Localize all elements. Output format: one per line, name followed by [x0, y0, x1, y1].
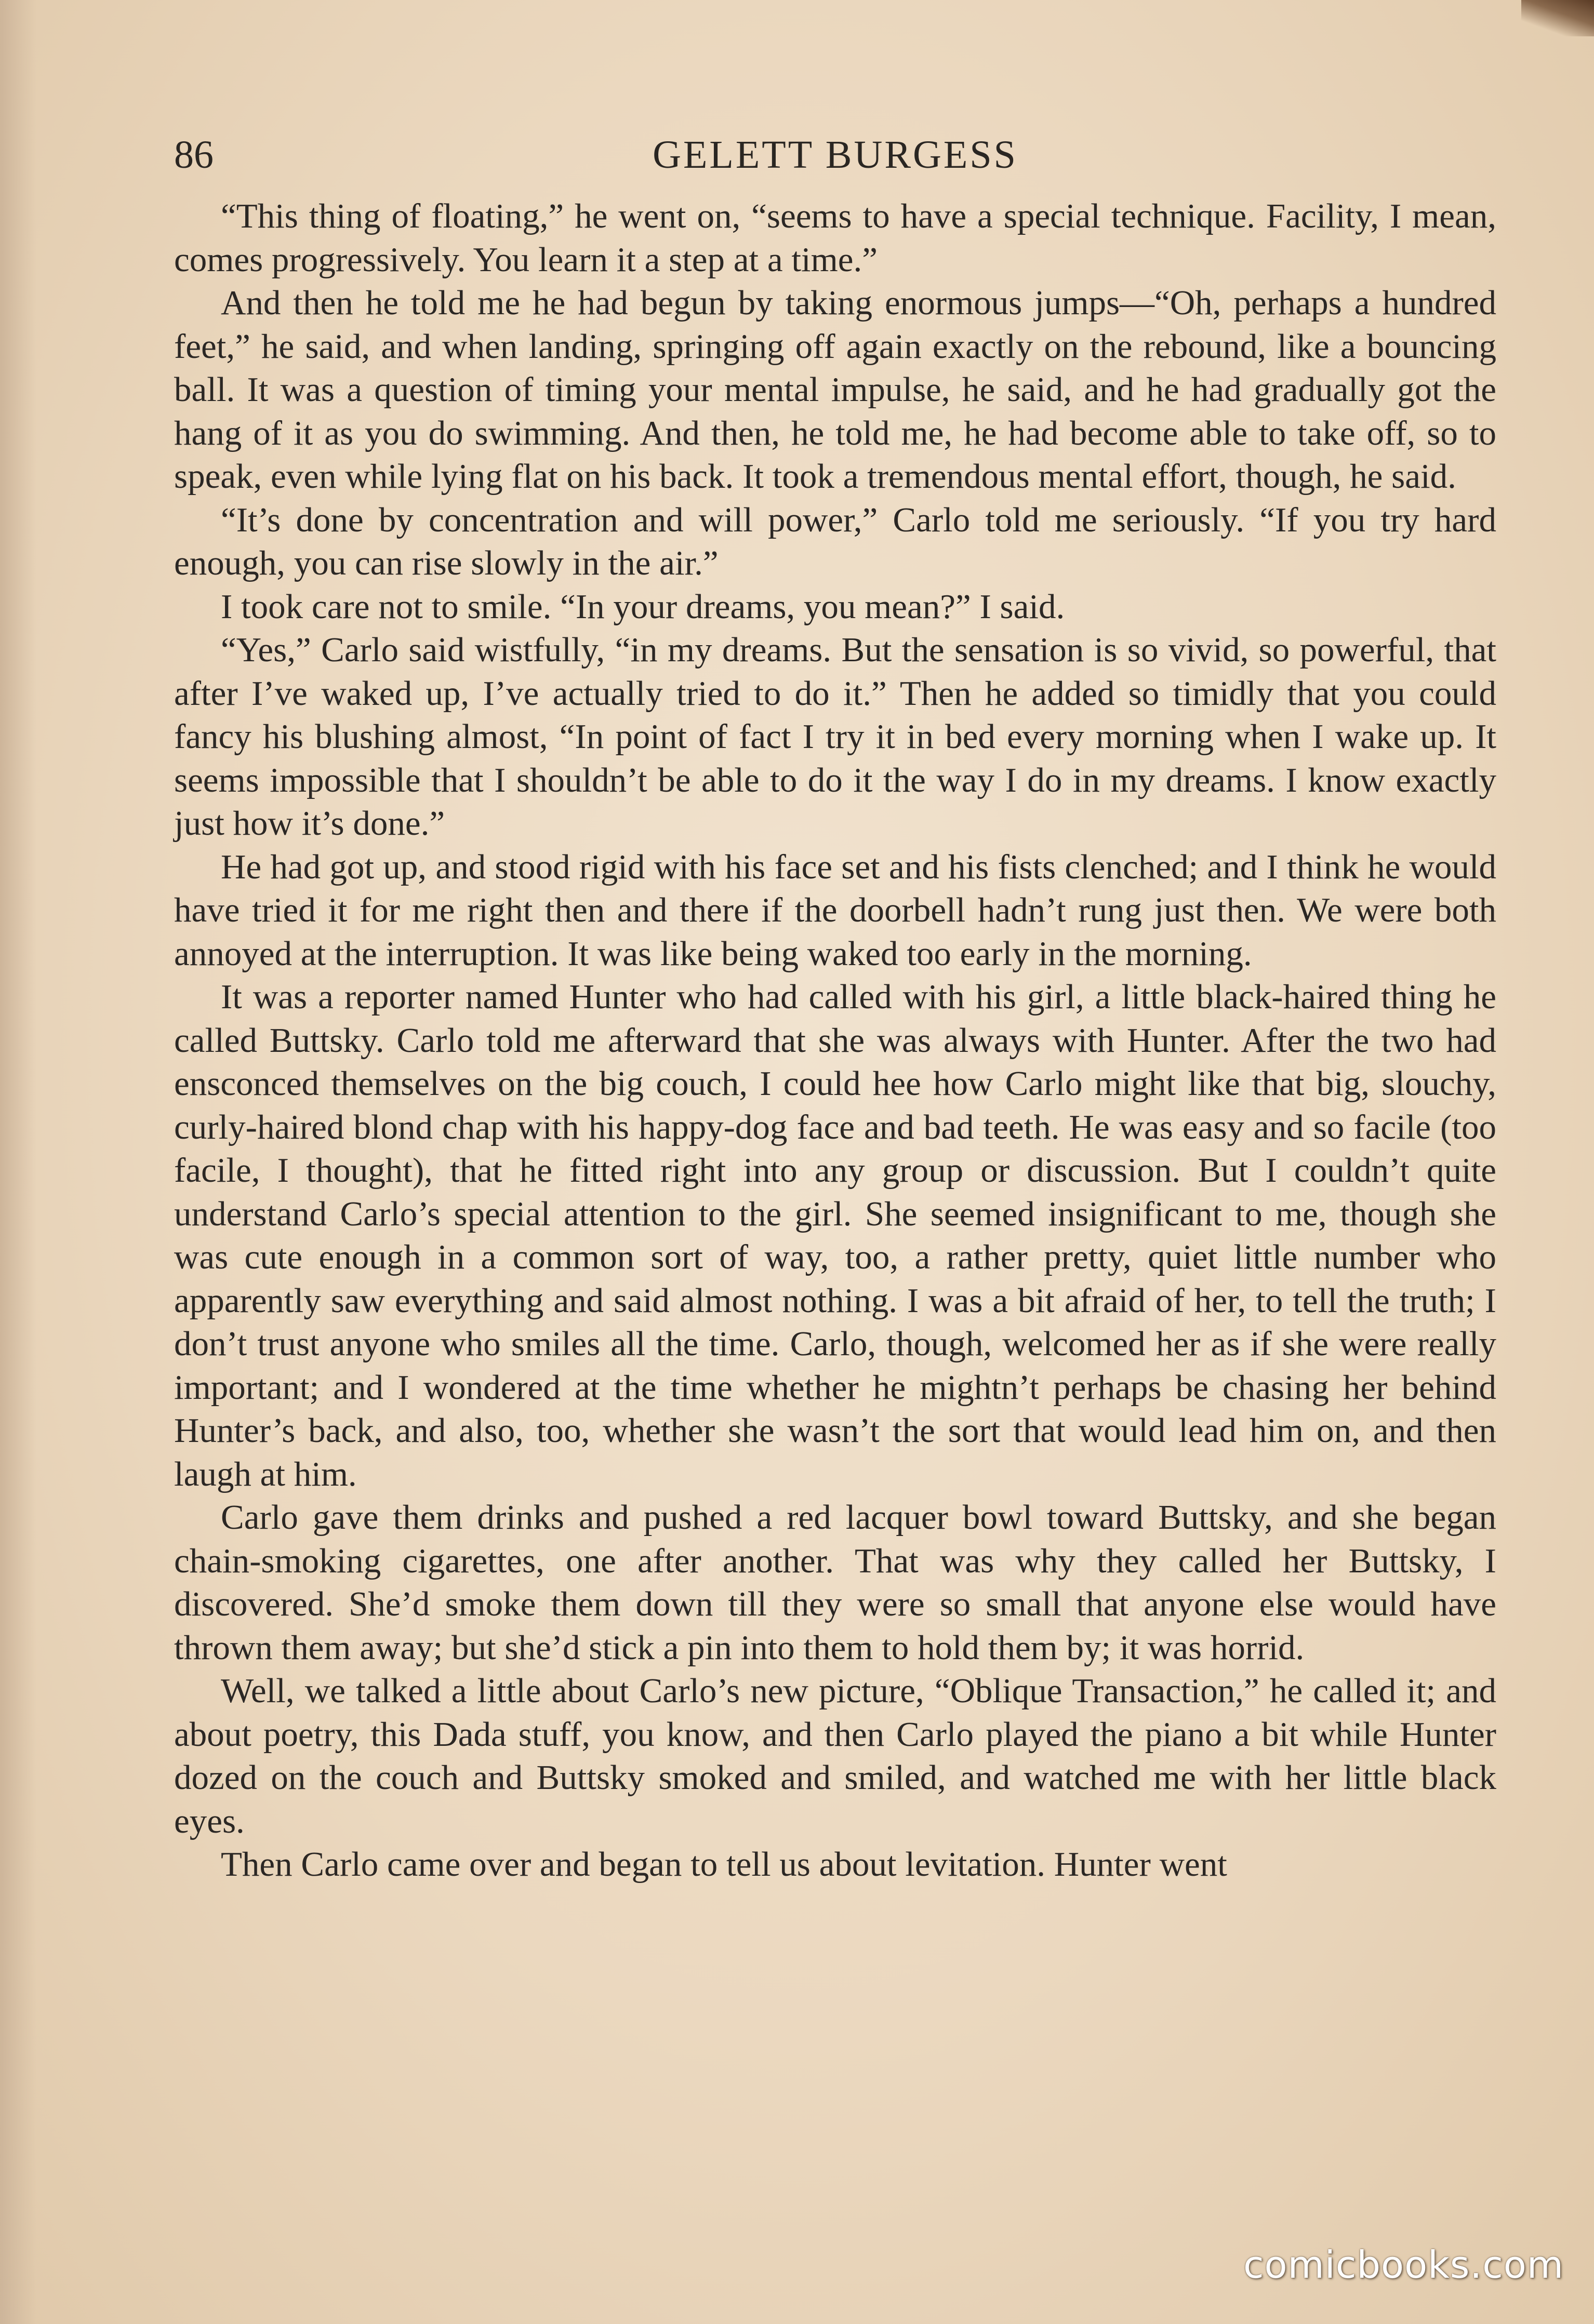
body-text	[174, 195, 1496, 1887]
paragraph: Carlo gave them drinks and pushed a red lacquer bowl toward Buttsky, and she began chain-smoking cigarettes, one after another. That was why they called her Buttsky, I discovered. She’d smoke them down till they were so small that anyone else would have thrown them away; but she’d stick a pin into them to hold them by; it was horrid.	[174, 1498, 1496, 1667]
paragraph: Then Carlo came over and began to tell us about levitation. Hunter went	[221, 1845, 1227, 1884]
corner-tear	[1521, 0, 1594, 36]
paragraph: “This thing of floating,” he went on, “seems to have a special technique. Facility, I mean, comes progressively. You learn it a step at a time.”	[174, 197, 1496, 279]
running-head: GELETT BURGESS	[653, 133, 1018, 177]
paragraph: “It’s done by concentration and will power,” Carlo told me seriously. “If you try hard enough, you can rise slowly in the air.”	[174, 500, 1496, 582]
paragraph: I took care not to smile. “In your dreams, you mean?” I said.	[221, 587, 1065, 626]
paragraph: It was a reporter named Hunter who had called with his girl, a little black-haired thing he called Buttsky. Carlo told me afterward that she was always with Hunter. After the two had ensconced themselves on the big couch, I could hee how Carlo might like that big, slouchy, curly-haired blond chap with his happy-dog face and bad teeth. He was easy and so facile (too facile, I thought), that he fitted right into any group or discussion. But I couldn’t quite understand Carlo’s special attention to the girl. She seemed insignificant to me, though she was cute enough in a common sort of way, too, a rather pretty, quiet little number who apparently saw everything and said almost nothing. I was a bit afraid of her, to tell the truth; I don’t trust anyone who smiles all the time. Carlo, though, welcomed her as if she were really important; and I wondered at the time whether he mightn’t perhaps be chasing her behind Hunter’s back, and also, too, whether she wasn’t the sort that would lead him on, and then laugh at him.	[174, 978, 1496, 1493]
paragraph: “Yes,” Carlo said wistfully, “in my dreams. But the sensation is so vivid, so powerful, that after I’ve waked up, I’ve actually tried to do it.” Then he added so timidly that you could fancy his blushing almost, “In point of fact I try it in bed every morning when I wake up. It seems impossible that I shouldn’t be able to do it the way I do in my dreams. I know exactly just how it’s done.”	[174, 631, 1496, 843]
paragraph: And then he told me he had begun by taking enormous jumps—“Oh, perhaps a hundred feet,” he said, and when landing, springing off again exactly on the rebound, like a bouncing ball. It was a question of timing your mental impulse, he said, and he had gradually got the hang of it as you do swimming. And then, he told me, he had become able to take off, so to speak, even while lying flat on his back. It took a tremendous mental effort, though, he said.	[174, 284, 1496, 496]
page-header	[174, 132, 1496, 184]
paragraph: Well, we talked a little about Carlo’s new picture, “Oblique Transaction,” he called it; and about poetry, this Dada stuff, you know, and then Carlo played the piano a bit while Hunter dozed on the couch and Buttsky smoked and smiled, and watched me with her little black eyes.	[174, 1672, 1496, 1840]
watermark: comicbooks.com	[1243, 2243, 1564, 2287]
page-number: 86	[174, 133, 214, 177]
paragraph: He had got up, and stood rigid with his face set and his fists clenched; and I think he would have tried it for me right then and there if the doorbell hadn’t rung just then. We were both annoyed at the interruption. It was like being waked too early in the morning.	[174, 847, 1496, 973]
page-edge-stain	[0, 0, 36, 2324]
